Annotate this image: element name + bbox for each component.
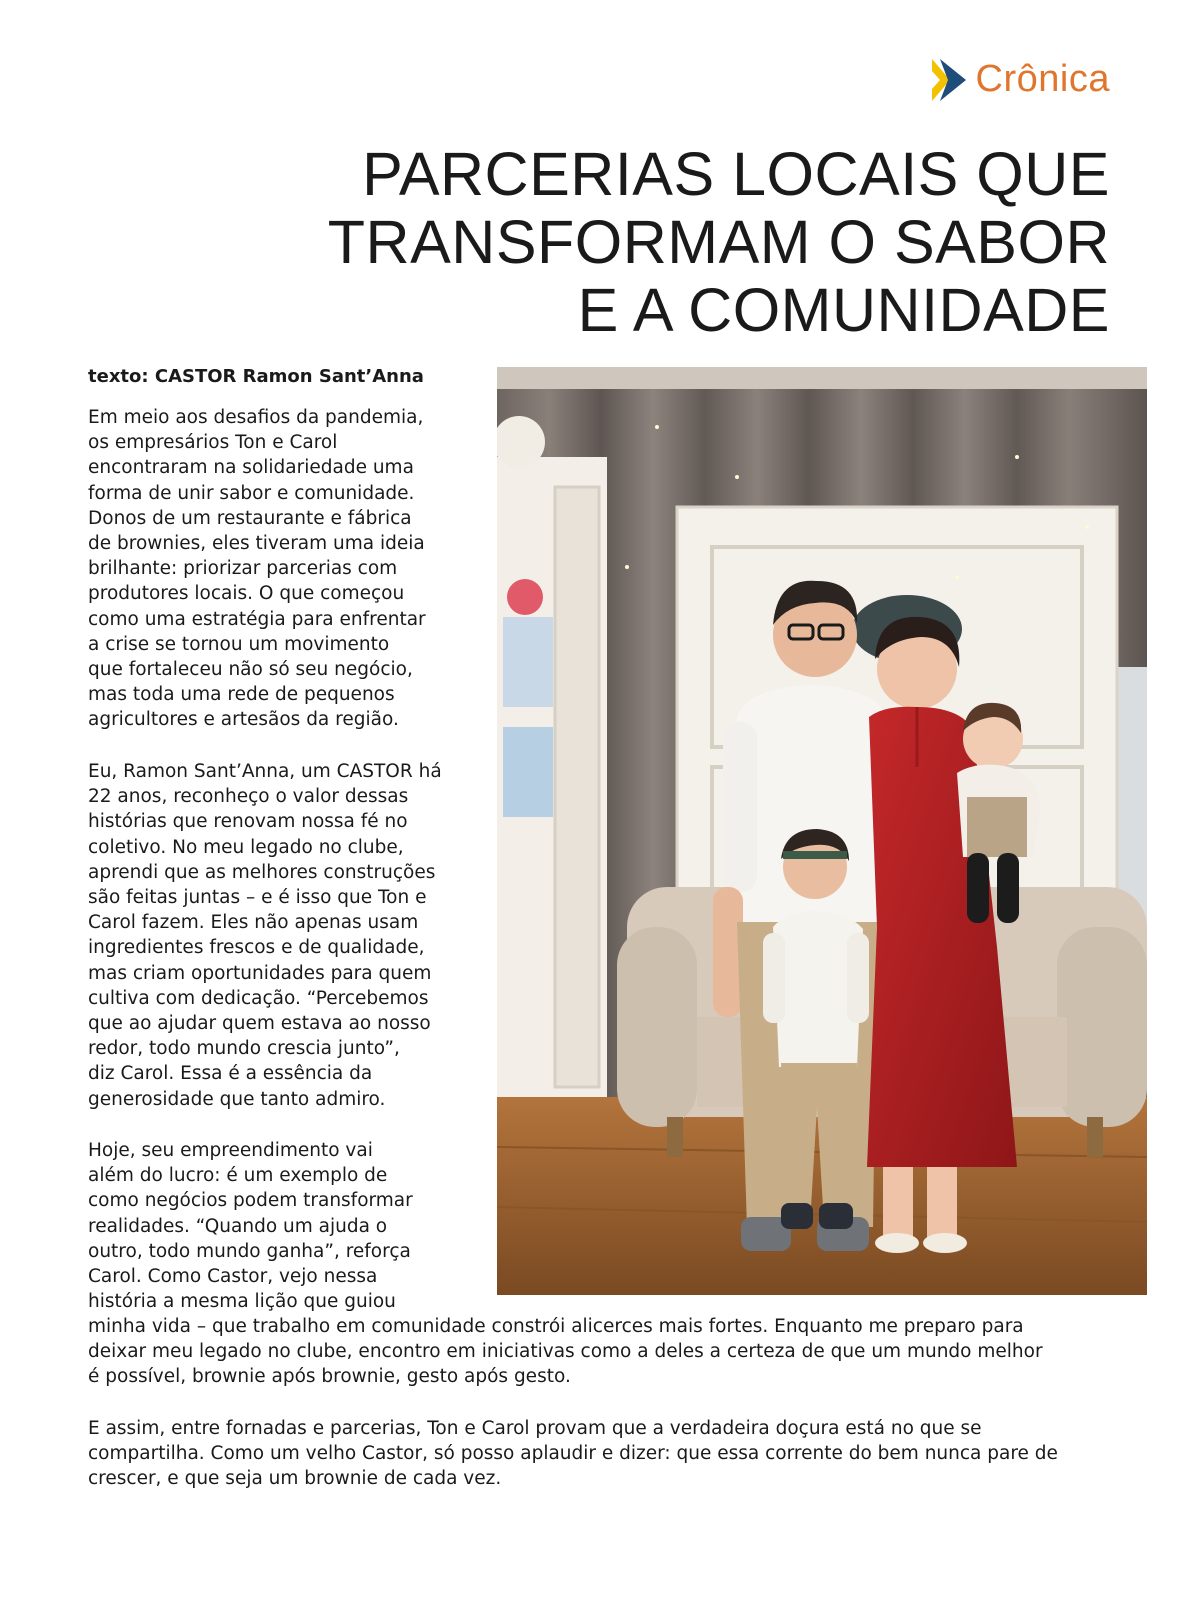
- text-line: diz Carol. Essa é a essência da: [88, 1063, 373, 1085]
- section-label: Crônica: [975, 58, 1110, 100]
- text-line: Eu, Ramon Sant’Anna, um CASTOR há: [88, 761, 442, 782]
- text-line: produtores locais. O que começou: [88, 583, 405, 605]
- text-line: mas criam oportunidades para quem: [88, 962, 432, 984]
- text-line: é possível, brownie após brownie, gesto após gesto.: [88, 1366, 571, 1388]
- text-line: agricultores e artesãos da região.: [88, 709, 399, 731]
- text-line: de brownies, eles tiveram uma ideia: [88, 533, 425, 555]
- text-line: compartilha. Como um velho Castor, só posso aplaudir e dizer: que essa corrente do bem nunca pare de: [88, 1443, 1058, 1465]
- text-line: cultiva com dedicação. “Percebemos: [88, 987, 429, 1009]
- text-line: Em meio aos desafios da pandemia,: [88, 407, 424, 428]
- text-line: generosidade que tanto admiro.: [88, 1088, 386, 1110]
- text-line: ingredientes frescos e de qualidade,: [88, 937, 425, 959]
- text-line: coletivo. No meu legado no clube,: [88, 836, 404, 858]
- family-photo: [497, 367, 1147, 1295]
- text-line: 22 anos, reconheço o valor dessas: [88, 786, 409, 808]
- text-line: são feitas juntas – e é isso que Ton e: [88, 887, 427, 909]
- section-tag: [930, 58, 1110, 101]
- text-line: os empresários Ton e Carol: [88, 432, 338, 454]
- headline: [290, 140, 1110, 344]
- text-line: história a mesma lição que guiou: [88, 1291, 396, 1313]
- text-line: mas toda uma rede de pequenos: [88, 684, 395, 706]
- text-line: como negócios podem transformar: [88, 1190, 413, 1212]
- paragraph-3: [88, 1138, 468, 1314]
- paragraph-1: [88, 405, 468, 733]
- text-line: Donos de um restaurante e fábrica: [88, 507, 412, 529]
- headline-line: E A COMUNIDADE: [577, 276, 1110, 344]
- text-line: a crise se tornou um movimento: [88, 633, 390, 655]
- text-line: Carol fazem. Eles não apenas usam: [88, 912, 419, 934]
- text-line: histórias que renovam nossa fé no: [88, 811, 408, 833]
- headline-line: TRANSFORMAM O SABOR: [327, 208, 1110, 276]
- text-line: deixar meu legado no clube, encontro em iniciativas como a deles a certeza de que um mundo melhor: [88, 1341, 1043, 1363]
- text-line: Carol. Como Castor, vejo nessa: [88, 1266, 378, 1288]
- text-line: brilhante: priorizar parcerias com: [88, 558, 398, 580]
- text-line: E assim, entre fornadas e parcerias, Ton e Carol provam que a verdadeira doçura está no que se: [88, 1418, 982, 1439]
- text-line: encontraram na solidariedade uma: [88, 457, 414, 479]
- headline-line: PARCERIAS LOCAIS QUE: [362, 140, 1110, 208]
- text-line: como uma estratégia para enfrentar: [88, 608, 426, 630]
- text-line: aprendi que as melhores construções: [88, 861, 436, 883]
- text-line: realidades. “Quando um ajuda o: [88, 1215, 388, 1237]
- chevron-arrow-icon: [930, 59, 968, 101]
- text-line: minha vida – que trabalho em comunidade constrói alicerces mais fortes. Enquanto me preparo para: [88, 1316, 1024, 1337]
- text-line: crescer, e que seja um brownie de cada vez.: [88, 1468, 502, 1490]
- text-line: forma de unir sabor e comunidade.: [88, 482, 415, 504]
- paragraph-3-continued: [88, 1314, 1118, 1390]
- text-line: além do lucro: é um exemplo de: [88, 1165, 388, 1187]
- text-line: que fortaleceu não só seu negócio,: [88, 659, 413, 681]
- text-line: Hoje, seu empreendimento vai: [88, 1140, 373, 1161]
- paragraph-2: [88, 759, 468, 1112]
- paragraph-4: [88, 1416, 1118, 1492]
- text-line: redor, todo mundo crescia junto”,: [88, 1038, 400, 1060]
- text-line: outro, todo mundo ganha”, reforça: [88, 1240, 411, 1262]
- byline: texto: CASTOR Ramon Sant’Anna: [88, 366, 424, 387]
- text-line: que ao ajudar quem estava ao nosso: [88, 1013, 431, 1035]
